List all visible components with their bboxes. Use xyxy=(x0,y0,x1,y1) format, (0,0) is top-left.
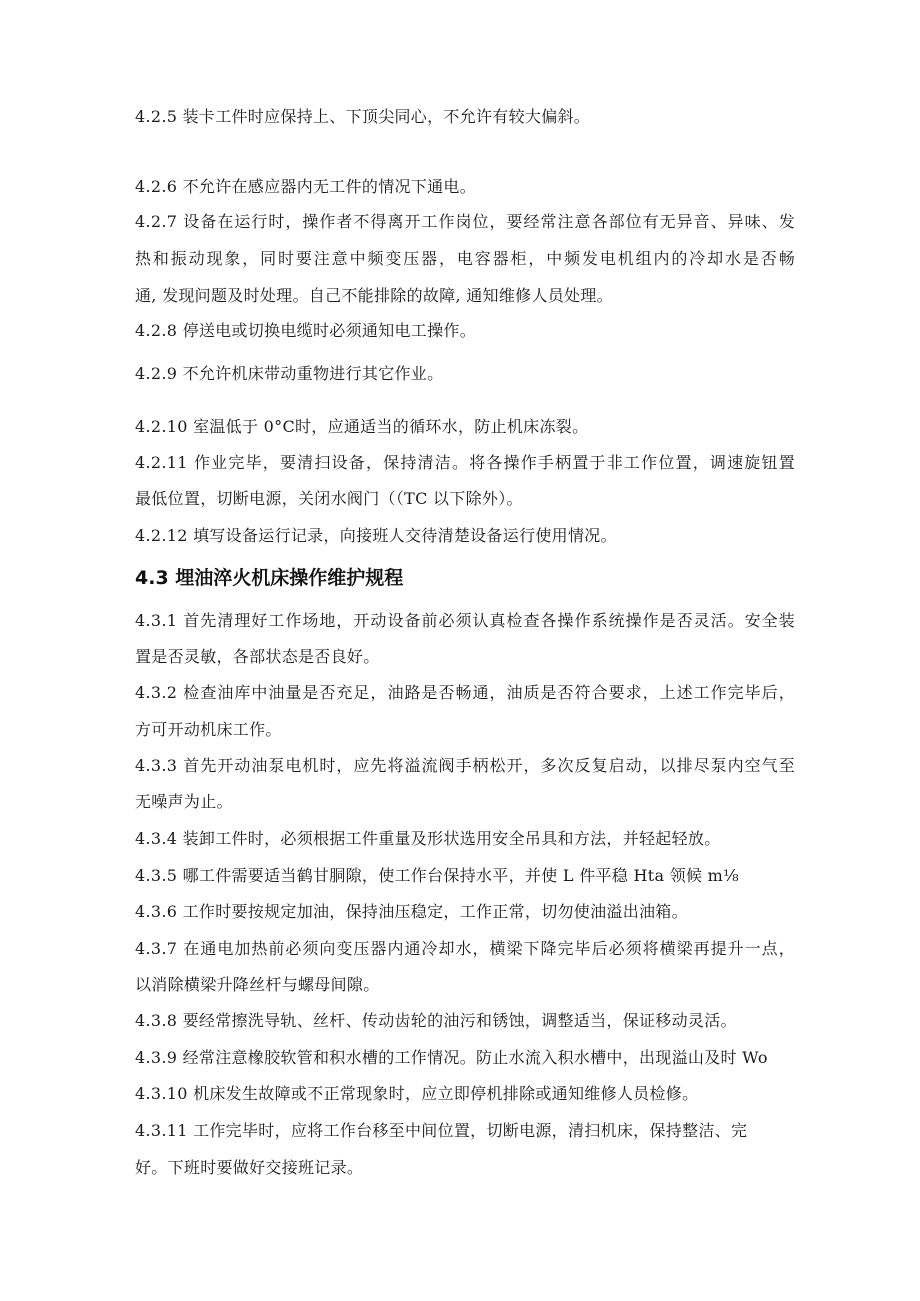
text-line-4-3-6: 4.3.6 工作时要按规定加油，保持油压稳定，工作正常，切勿使油溢出油箱。 xyxy=(135,902,688,921)
text-line-4-3-1a: 4.3.1 首先清理好工作场地，开动设备前必须认真检查各操作系统操作是否灵活。安全装 xyxy=(135,611,795,630)
text-line-4-3-9: 4.3.9 经常注意橡胶软管和积水槽的工作情况。防止水流入积水槽中，出现溢山及时 Wo xyxy=(135,1048,768,1067)
text-line-4-3-7a: 4.3.7 在通电加热前必须向变压器内通冷却水，横梁下降完毕后必须将横梁再提升一点， xyxy=(135,939,795,958)
text-line-4-2-7b: 热和振动现象，同时要注意中频变压器，电容器柜，中频发电机组内的冷却水是否畅 xyxy=(135,249,795,268)
section-heading-4-3: 4.3 埋油淬火机床操作维护规程 xyxy=(135,567,404,589)
text-line-4-3-2a: 4.3.2 检查油库中油量是否充足，油路是否畅通，油质是否符合要求，上述工作完毕后， xyxy=(135,683,795,702)
text-line-4-3-4: 4.3.4 装卸工件时，必须根据工件重量及形状选用安全吊具和方法，并轻起轻放。 xyxy=(135,829,721,848)
text-line-4-2-9: 4.2.9 不允许机床带动重物进行其它作业。 xyxy=(135,364,444,383)
text-line-4-3-8: 4.3.8 要经常擦洗导轨、丝杆、传动齿轮的油污和锈蚀，调整适当，保证移动灵活。 xyxy=(135,1011,737,1030)
text-line-4-2-6: 4.2.6 不允许在感应器内无工件的情况下通电。 xyxy=(135,177,476,196)
text-line-4-2-7a: 4.2.7 设备在运行时，操作者不得离开工作岗位，要经常注意各部位有无异音、异味、发 xyxy=(135,212,795,231)
text-line-4-3-2b: 方可开动机床工作。 xyxy=(135,720,282,739)
text-line-4-2-8: 4.2.8 停送电或切换电缆时必须通知电工操作。 xyxy=(135,321,476,340)
text-line-4-3-11b: 好。下班时要做好交接班记录。 xyxy=(135,1158,364,1177)
text-line-4-3-3b: 无噪声为止。 xyxy=(135,792,233,811)
text-line-4-3-5: 4.3.5 哪工件需要适当鹤甘胴隙，使工作台保持水平，并使 L 件平稳 Hta 领候 m⅛ xyxy=(135,866,739,885)
text-line-4-2-11a: 4.2.11 作业完毕，要清扫设备，保持清洁。将各操作手柄置于非工作位置，调速旋钮置 xyxy=(135,453,795,472)
text-line-4-3-11a: 4.3.11 工作完毕时，应将工作台移至中间位置，切断电源，清扫机床，保持整洁、完 xyxy=(135,1121,748,1140)
text-line-4-2-11b: 最低位置，切断电源，关闭水阀门（（TC 以下除外）。 xyxy=(135,489,523,508)
text-line-4-3-10: 4.3.10 机床发生故障或不正常现象时，应立即停机排除或通知维修人员检修。 xyxy=(135,1084,699,1103)
text-line-4-3-1b: 置是否灵敏，各部状态是否良好。 xyxy=(135,647,380,666)
text-line-4-2-5: 4.2.5 装卡工件时应保持上、下顶尖同心，不允许有较大偏斜。 xyxy=(135,107,591,126)
text-line-4-2-7c: 通, 发现问题及时处理。自己不能排除的故障, 通知维修人员处理。 xyxy=(135,286,613,305)
text-line-4-2-10: 4.2.10 室温低于 0°C时，应通适当的循环水，防止机床冻裂。 xyxy=(135,417,589,436)
text-line-4-3-3a: 4.3.3 首先开动油泵电机时，应先将溢流阀手柄松开，多次反复启动，以排尽泵内空气至 xyxy=(135,756,795,775)
text-line-4-3-7b: 以消除横梁升降丝杆与螺母间隙。 xyxy=(135,975,380,994)
text-line-4-2-12: 4.2.12 填写设备运行记录，向接班人交待清楚设备运行使用情况。 xyxy=(135,526,617,545)
